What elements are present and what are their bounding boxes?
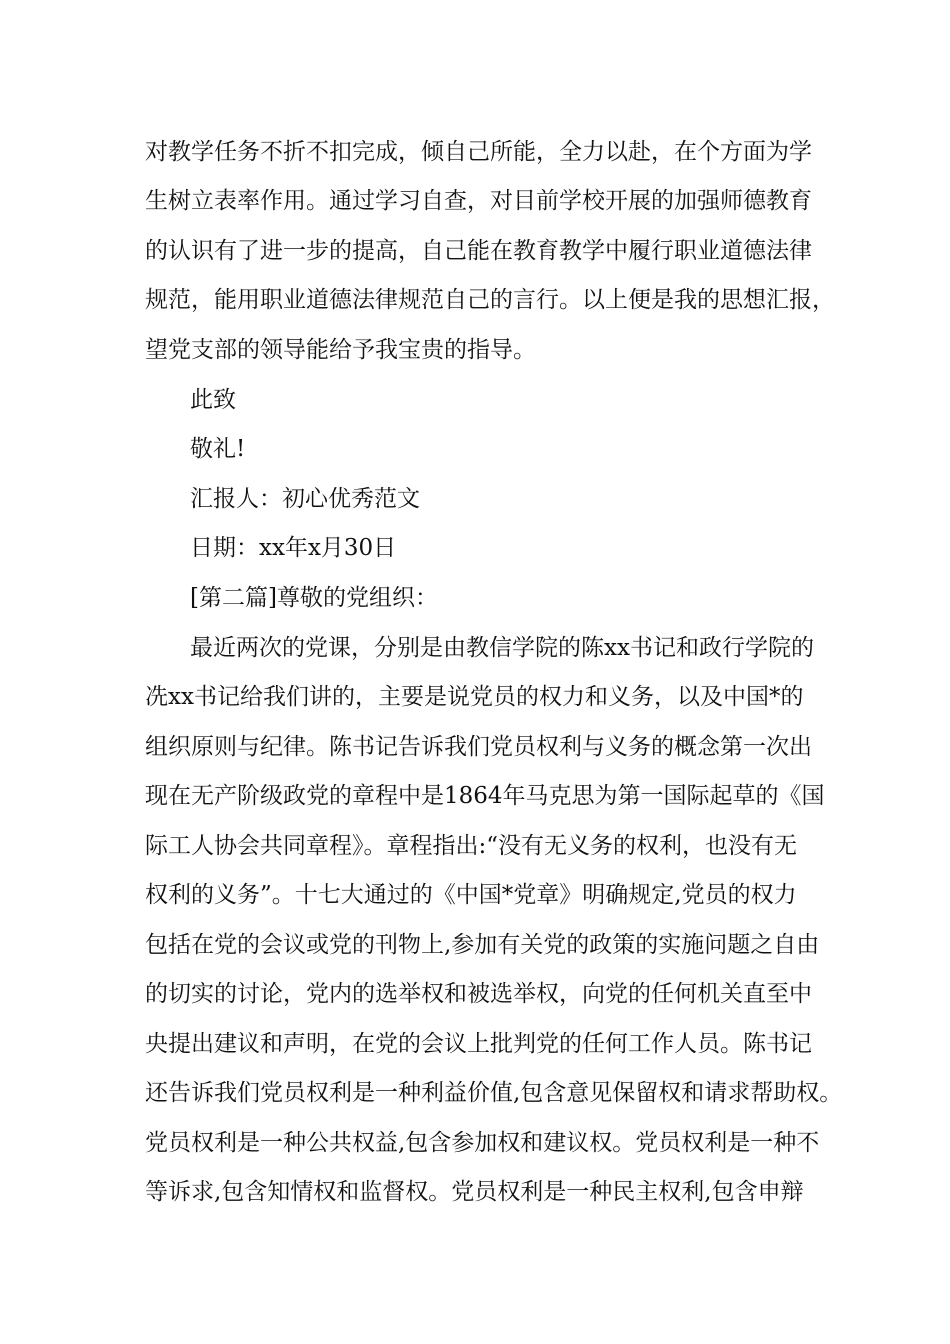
- body-text-line: 的认识有了进一步的提高，自己能在教育教学中履行职业道德法律: [145, 238, 812, 264]
- body-text-line: 包括在党的会议或党的刊物上,参加有关党的政策的实施问题之自由: [145, 932, 820, 958]
- body-text-line: 党员权利是一种公共权益,包含参加权和建议权。党员权利是一种不: [145, 1130, 820, 1156]
- body-text-line: 的切实的讨论，党内的选举权和被选举权，向党的任何机关直至中: [145, 981, 812, 1007]
- body-text-line: 最近两次的党课，分别是由教信学院的陈xx书记和政行学院的: [190, 635, 814, 661]
- reporter-line: 汇报人：初心优秀范文: [190, 486, 420, 512]
- body-text-line: 组织原则与纪律。陈书记告诉我们党员权利与义务的概念第一次出: [145, 734, 812, 760]
- body-text-line: 对教学任务不折不扣完成，倾自己所能，全力以赴，在个方面为学: [145, 139, 812, 165]
- closing-salutation: 此致: [190, 387, 236, 413]
- body-text-line: 现在无产阶级政党的章程中是1864年马克思为第一国际起草的《国: [145, 783, 825, 809]
- closing-salutation: 敬礼!: [190, 436, 246, 462]
- body-text-line: 冼xx书记给我们讲的，主要是说党员的权力和义务，以及中国*的: [145, 684, 804, 710]
- body-text-line: 等诉求,包含知情权和监督权。党员权利是一种民主权利,包含申辩: [145, 1179, 804, 1205]
- body-text-line: 权利的义务”。十七大通过的《中国*党章》明确规定,党员的权力: [145, 882, 797, 908]
- body-text-line: 生树立表率作用。通过学习自查，对目前学校开展的加强师德教育: [145, 188, 812, 214]
- date-line: 日期：xx年x月30日: [190, 535, 397, 561]
- body-text-line: 望党支部的领导能给予我宝贵的指导。: [145, 337, 536, 363]
- body-text-line: 规范，能用职业道德法律规范自己的言行。以上便是我的思想汇报，: [145, 287, 835, 313]
- body-text-line: 央提出建议和声明，在党的会议上批判党的任何工作人员。陈书记: [145, 1031, 812, 1057]
- section-heading: [第二篇]尊敬的党组织：: [190, 585, 438, 611]
- body-text-line: 还告诉我们党员权利是一种利益价值,包含意见保留权和请求帮助权。: [145, 1080, 843, 1106]
- body-text-line: 际工人协会共同章程》。章程指出:“没有无义务的权利，也没有无: [145, 833, 798, 859]
